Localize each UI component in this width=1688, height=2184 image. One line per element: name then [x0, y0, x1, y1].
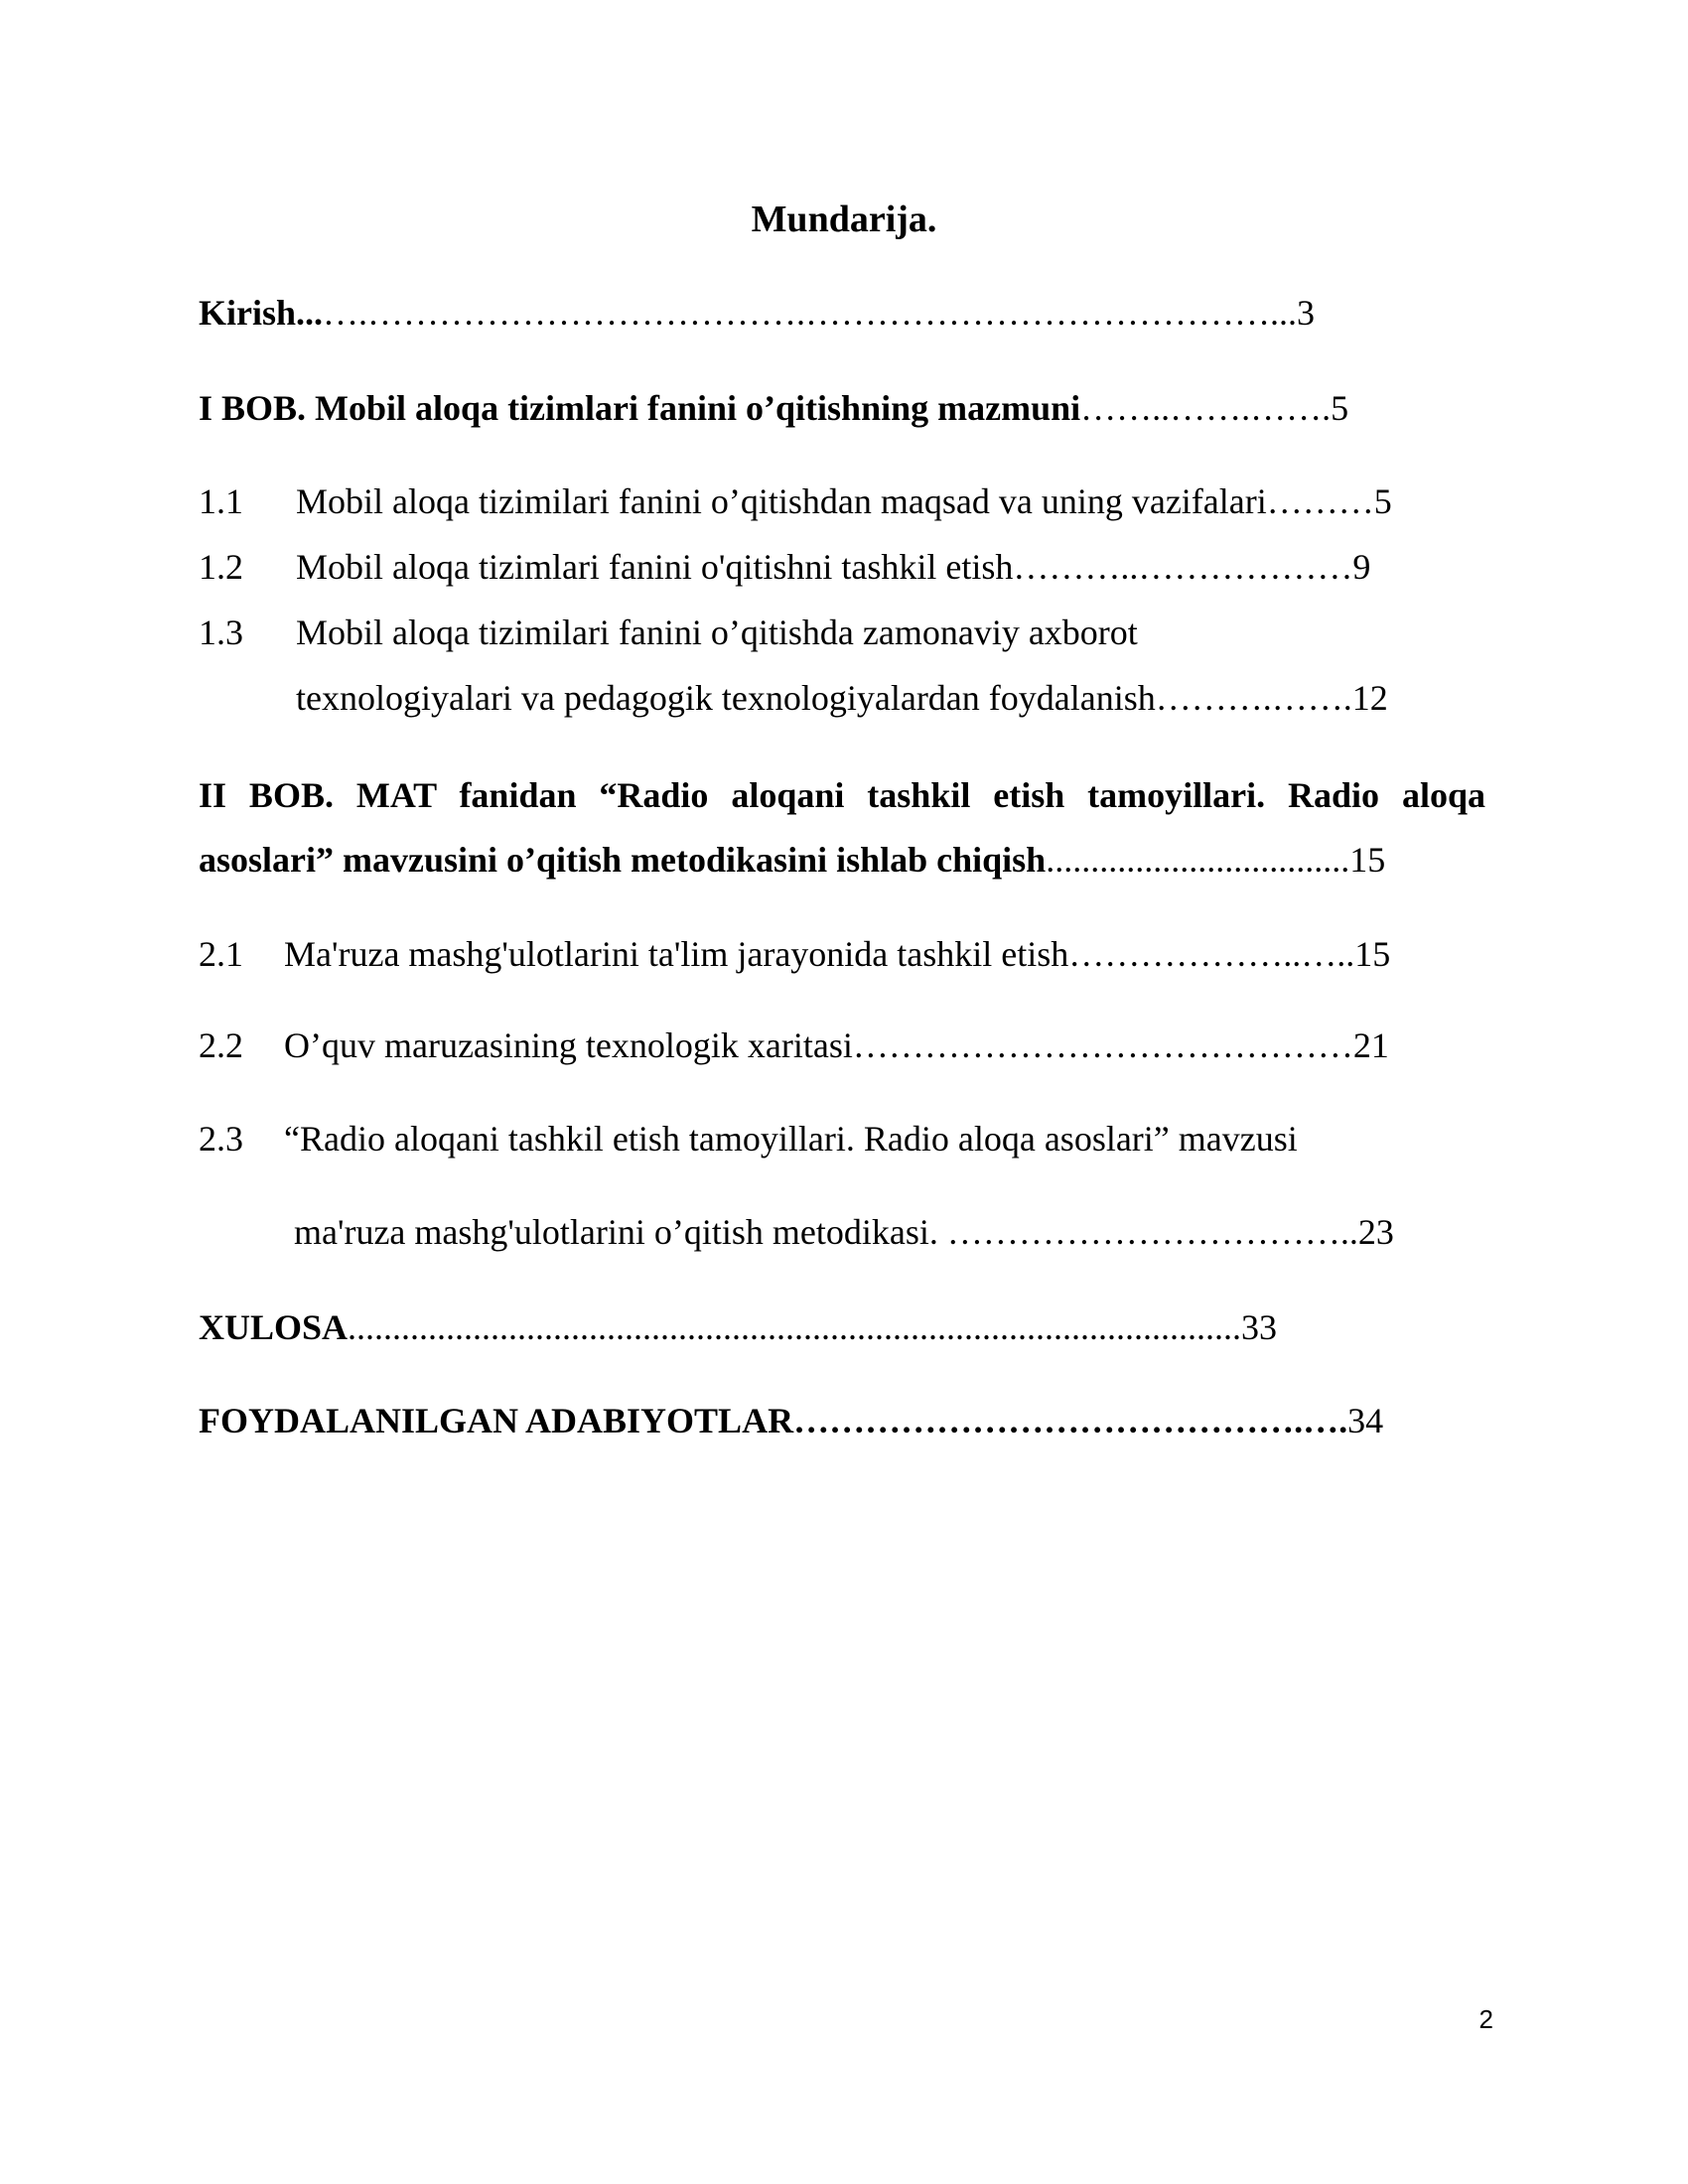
section-title: Mobil aloqa tizimilari fanini o’qitishdan maqsad va uning vazifalari………: [296, 481, 1374, 521]
toc-leader: ..................................: [1046, 840, 1350, 880]
toc-label: XULOSA: [199, 1307, 349, 1347]
toc-page-number: 34: [1347, 1401, 1384, 1440]
toc-leader: ....................................................................................................: [348, 1307, 1242, 1347]
section-title: ma'ruza mashg'ulotlarini o’qitish metodikasi. ……………………………..: [294, 1212, 1358, 1252]
toc-entry-section-2-2: [199, 1023, 1479, 1068]
toc-page-number: 12: [1351, 678, 1388, 718]
section-title: “Radio aloqani tashkil etish tamoyillari. Radio aloqa asoslari” mavzusi: [284, 1119, 1298, 1159]
section-title: Mobil aloqa tizimlari fanini o'qitishni tashkil etish………..………………: [296, 547, 1353, 587]
toc-entry-chapter-1: [199, 385, 1479, 431]
toc-entry-section-2-1: [199, 931, 1479, 977]
toc-label: I BOB. Mobil aloqa tizimlari fanini o’qitishning mazmuni: [199, 388, 1081, 428]
page-title: Mundarija.: [751, 199, 937, 240]
toc-page-number: 3: [1297, 293, 1316, 333]
section-title: Ma'ruza mashg'ulotlarini ta'lim jarayonida tashkil etish………………..…..: [284, 934, 1355, 974]
toc-entry-xulosa: [199, 1304, 1479, 1350]
toc-entry-section-1-3-continued: [296, 675, 1487, 721]
toc-page-number: 33: [1241, 1307, 1278, 1347]
toc-page-number: 15: [1354, 934, 1391, 974]
toc-entry-section-2-3-continued: [294, 1209, 1485, 1255]
toc-entry-section-1-3: [199, 610, 1479, 655]
section-number: 2.1: [199, 934, 243, 974]
toc-page-number: 23: [1357, 1212, 1394, 1252]
toc-page-number: 15: [1349, 840, 1386, 880]
section-number: 1.2: [199, 547, 243, 587]
section-title: texnologiyalari va pedagogik texnologiyalardan foydalanish……….…….: [296, 678, 1352, 718]
toc-entry-references: [199, 1398, 1479, 1443]
section-number: 1.3: [199, 613, 243, 652]
toc-entry-kirish: [199, 290, 1479, 336]
toc-page-number: 21: [1352, 1025, 1389, 1065]
section-title: O’quv maruzasining texnologik xaritasi……………………………………: [284, 1025, 1353, 1065]
toc-entry-chapter-2: [199, 772, 1485, 818]
toc-entry-section-1-1: [199, 478, 1479, 524]
section-number: 2.2: [199, 1025, 243, 1065]
toc-entry-section-2-3: [199, 1116, 1479, 1161]
toc-leader: ….……………………………….…………………………………...: [323, 293, 1298, 333]
section-number: 2.3: [199, 1119, 243, 1159]
section-title: Mobil aloqa tizimilari fanini o’qitishda zamonaviy axborot: [296, 613, 1138, 652]
toc-entry-chapter-2-continued: [199, 837, 1479, 883]
toc-page-number: 9: [1352, 547, 1371, 587]
toc-label: asoslari” mavzusini o’qitish metodikasini ishlab chiqish: [199, 840, 1047, 880]
toc-entry-section-1-2: [199, 544, 1479, 590]
toc-page-number: 5: [1331, 388, 1349, 428]
page-number: 2: [1478, 2004, 1493, 2034]
toc-page-number: 5: [1373, 481, 1392, 521]
toc-label: Kirish...: [199, 293, 324, 333]
section-number: 1.1: [199, 481, 243, 521]
toc-leader: …………………………………….….: [793, 1401, 1348, 1440]
toc-leader: ……..…….…….: [1080, 388, 1332, 428]
toc-label: II BOB. MAT fanidan “Radio aloqani tashkil etish tamoyillari. Radio aloqa: [199, 775, 1485, 815]
toc-label: FOYDALANILGAN ADABIYOTLAR: [199, 1401, 794, 1440]
